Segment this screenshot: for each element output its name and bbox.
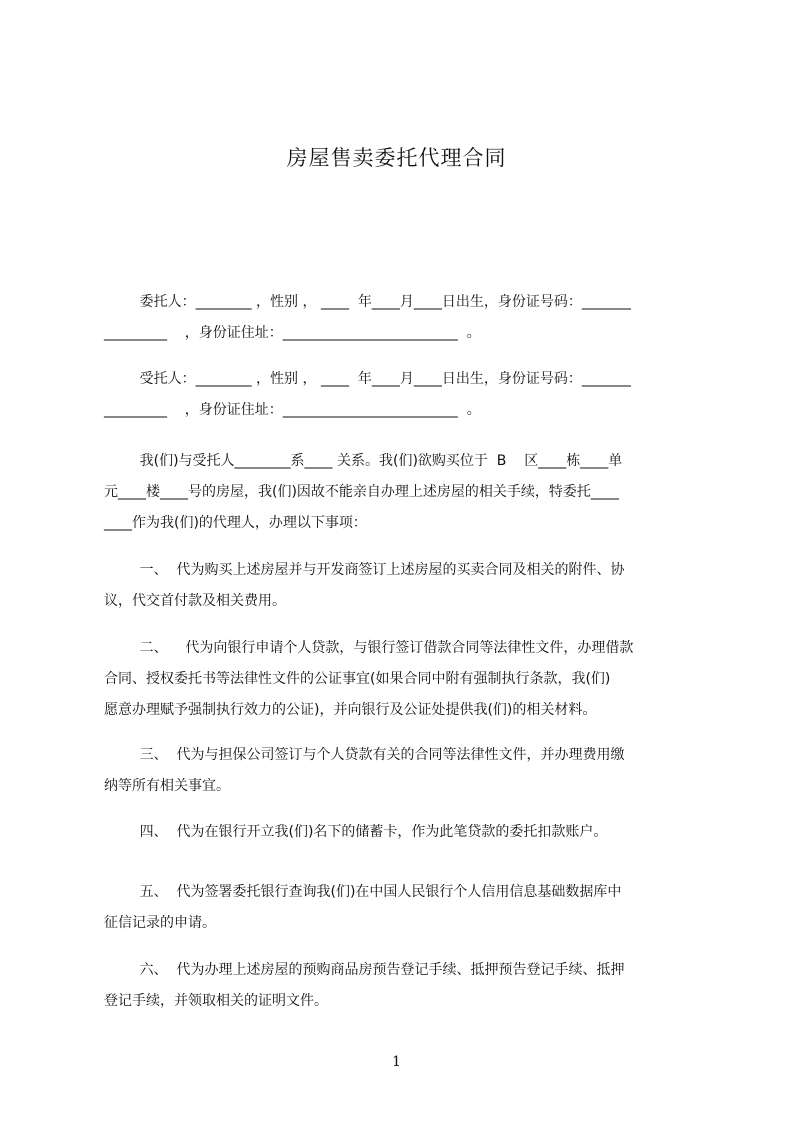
paragraph-item-2: 二、 代为向银行申请个人贷款，与银行签订借款合同等法律性文件，办理借款 合同、授权委托书等法律性文件的公证事宜(如果合同中附有强制执行条款，我(们) 愿意办理赋予强制执行效力的公证)，并向银行及公证处提供我(们)的相关材料。 [104,640,634,718]
paragraph-item-3: 三、 代为与担保公司签订与个人贷款有关的合同等法律性文件，并办理费用缴 纳等所有相关事宜。 [104,747,625,794]
page-number: 1 [392,1054,401,1070]
paragraph-principal: 委托人：________ ，性别 ， ____ 年____月____日出生，身份证号码：_______ _________ ，身份证住址：_________________________ 。 [104,294,631,341]
paragraph-item-1: 一、 代为购买上述房屋并与开发商签订上述房屋的买卖合同及相关的附件、协 议，代交首付款及相关费用。 [104,562,625,609]
document-title: 房屋售卖委托代理合同 [286,146,507,170]
paragraph-authorization: 我(们)与受托人________系____ 关系。我(们)欲购买位于 B 区____栋____单 元____楼____号的房屋，我(们)因故不能亲自办理上述房屋的相关手续，特委托____ ____作为我(们)的代理人，办理以下事项： [104,453,623,531]
paragraph-agent: 受托人：________ ，性别 ， ____ 年____月____日出生，身份证号码：_______ _________ ，身份证住址：_________________________ 。 [104,371,631,418]
paragraph-item-5: 五、 代为签署委托银行查询我(们)在中国人民银行个人信用信息基础数据库中 征信记录的申请。 [104,884,622,931]
paragraph-item-4: 四、 代为在银行开立我(们)名下的储蓄卡，作为此笔贷款的委托扣款账户。 [104,824,608,840]
paragraph-item-6: 六、 代为办理上述房屋的预购商品房预告登记手续、抵押预告登记手续、抵押 登记手续，并领取相关的证明文件。 [104,962,625,1009]
